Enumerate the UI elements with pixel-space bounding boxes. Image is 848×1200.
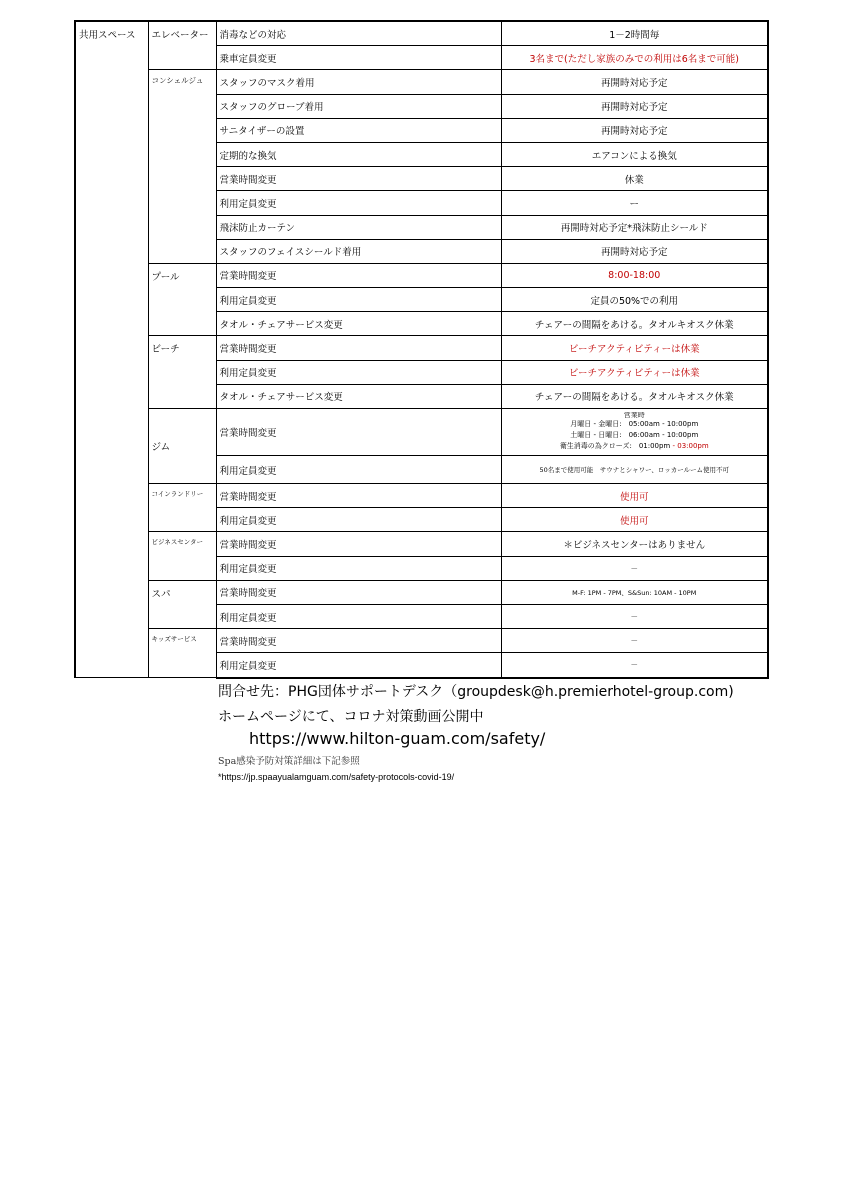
value-cell: 使用可 xyxy=(501,484,768,508)
table-row xyxy=(75,70,768,94)
value-cell: 再開時対応予定 xyxy=(501,94,768,118)
item-cell: 飛沫防止カーテン xyxy=(216,215,501,239)
value-cell: 定員の50%での利用 xyxy=(501,288,768,312)
value-cell: 8:00-18:00 xyxy=(501,263,768,287)
item-cell: 利用定員変更 xyxy=(216,191,501,215)
value-cell: 再開時対応予定 xyxy=(501,118,768,142)
gym-hours-weekend: 土曜日 - 日曜日: 06:00am - 10:00pm xyxy=(570,431,699,439)
item-cell: 利用定員変更 xyxy=(216,456,501,484)
value-cell: 休業 xyxy=(501,167,768,191)
facility-business-center: ビジネスセンター xyxy=(148,532,216,580)
item-cell: 営業時間変更 xyxy=(216,409,501,456)
value-cell: － xyxy=(501,556,768,580)
facility-pool: プール xyxy=(148,263,216,336)
table-row xyxy=(75,21,768,46)
facility-gym: ジム xyxy=(148,409,216,484)
value-cell: 1－2時間毎 xyxy=(501,21,768,46)
gym-hours-weekday: 月曜日 - 金曜日: 05:00am - 10:00pm xyxy=(570,420,699,428)
facility-kids-service: キッズサービス xyxy=(148,629,216,678)
table-row xyxy=(75,409,768,456)
item-cell: 営業時間変更 xyxy=(216,263,501,287)
item-cell: スタッフのグローブ着用 xyxy=(216,94,501,118)
table-row xyxy=(75,263,768,287)
value-cell: ビーチアクティビティーは休業 xyxy=(501,336,768,360)
facility-concierge: コンシェルジュ xyxy=(148,70,216,264)
value-cell: チェアーの間隔をあける。タオルキオスク休業 xyxy=(501,384,768,408)
value-cell: 使用可 xyxy=(501,508,768,532)
item-cell: 消毒などの対応 xyxy=(216,21,501,46)
table-row xyxy=(75,336,768,360)
safety-measures-table xyxy=(74,20,769,679)
value-cell: － xyxy=(501,629,768,653)
item-cell: サニタイザーの設置 xyxy=(216,118,501,142)
table-row xyxy=(75,629,768,653)
value-cell: 再開時対応予定 xyxy=(501,70,768,94)
facility-spa: スパ xyxy=(148,580,216,628)
value-cell: ビーチアクティビティーは休業 xyxy=(501,360,768,384)
gym-hours-cell xyxy=(501,409,768,456)
item-cell: 利用定員変更 xyxy=(216,360,501,384)
item-cell: 定期的な換気 xyxy=(216,142,501,166)
item-cell: スタッフのフェイスシールド着用 xyxy=(216,239,501,263)
value-cell: M-F: 1PM - 7PM、S&Sun: 10AM - 10PM xyxy=(501,580,768,604)
item-cell: 営業時間変更 xyxy=(216,580,501,604)
facility-laundry: コインランドリー xyxy=(148,484,216,532)
table-row xyxy=(75,580,768,604)
item-cell: 利用定員変更 xyxy=(216,604,501,628)
item-cell: 利用定員変更 xyxy=(216,556,501,580)
table-row xyxy=(75,484,768,508)
gym-hours-closure xyxy=(505,441,765,452)
item-cell: 利用定員変更 xyxy=(216,653,501,678)
facility-elevator: エレベーター xyxy=(148,21,216,70)
contact-line: 問合せ先：PHG団体サポートデスク（groupdesk@h.premierhotel-group.com) xyxy=(218,684,734,700)
value-cell: 再開時対応予定*飛沫防止シールド xyxy=(501,215,768,239)
item-cell: スタッフのマスク着用 xyxy=(216,70,501,94)
value-cell: 再開時対応予定 xyxy=(501,239,768,263)
gym-closure-start: 衛生消毒の為クローズ: 01:00pm xyxy=(559,442,671,450)
item-cell: 営業時間変更 xyxy=(216,484,501,508)
item-cell: 利用定員変更 xyxy=(216,508,501,532)
category-cell: 共用スペース xyxy=(75,21,148,678)
video-notice: ホームページにて、コロナ対策動画公開中 xyxy=(218,709,484,725)
value-cell: － xyxy=(501,604,768,628)
item-cell: タオル・チェアサービス変更 xyxy=(216,312,501,336)
item-cell: タオル・チェアサービス変更 xyxy=(216,384,501,408)
item-cell: 営業時間変更 xyxy=(216,167,501,191)
gym-closure-end: - 03:00pm xyxy=(670,442,709,450)
item-cell: 営業時間変更 xyxy=(216,629,501,653)
safety-url-link[interactable]: https://www.hilton-guam.com/safety/ xyxy=(249,729,546,748)
item-cell: 営業時間変更 xyxy=(216,532,501,556)
value-cell: エアコンによる換気 xyxy=(501,142,768,166)
item-cell: 利用定員変更 xyxy=(216,288,501,312)
facility-beach: ビーチ xyxy=(148,336,216,409)
value-cell: ー xyxy=(501,191,768,215)
value-cell: － xyxy=(501,653,768,678)
value-cell: 3名まで(ただし家族のみでの利用は6名まで可能) xyxy=(501,46,768,70)
spa-url-link[interactable]: *https://jp.spaayualamguam.com/safety-protocols-covid-19/ xyxy=(218,772,455,782)
item-cell: 営業時間変更 xyxy=(216,336,501,360)
value-cell: ＊ビジネスセンターはありません xyxy=(501,532,768,556)
value-cell: 50名まで使用可能 サウナとシャワー、ロッカールーム使用不可 xyxy=(501,456,768,484)
item-cell: 乗車定員変更 xyxy=(216,46,501,70)
value-cell: チェアーの間隔をあける。タオルキオスク休業 xyxy=(501,312,768,336)
gym-hours-header: 営業時 xyxy=(623,412,645,418)
spa-note: Spa感染予防対策詳細は下記参照 xyxy=(218,756,360,767)
table-row xyxy=(75,532,768,556)
